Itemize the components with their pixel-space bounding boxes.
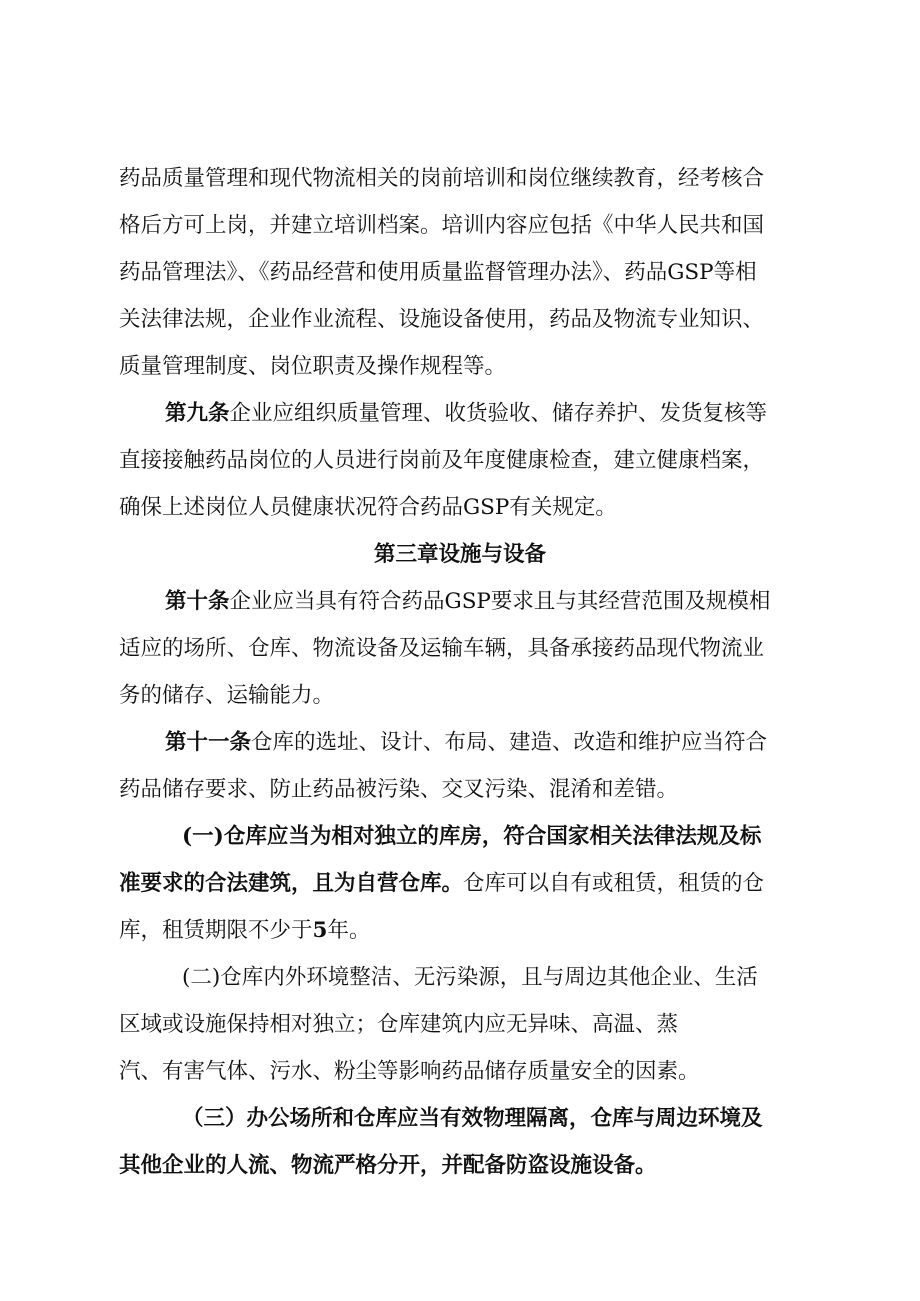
text-span: 5 xyxy=(312,918,328,943)
article-number: 第十一条 xyxy=(165,730,252,755)
text-line xyxy=(119,351,920,383)
text-line xyxy=(119,868,920,900)
text-span: 格后方可上岗，并建立培训档案。培训内容应包括《中华人民共和国 xyxy=(119,213,765,238)
text-line xyxy=(119,257,920,289)
text-span: 汽、有害气体、污水、粉尘等影响药品储存质量安全的因素。 xyxy=(119,1059,700,1084)
text-line xyxy=(119,680,920,712)
text-line xyxy=(119,1150,920,1182)
text-span: 企业应组织质量管理、收货验收、储存养护、发货复核等 xyxy=(229,401,768,426)
chapter-title: 第三章设施与设备 xyxy=(373,542,546,567)
text-line xyxy=(165,586,920,618)
chapter-heading xyxy=(0,539,920,571)
text-line xyxy=(119,163,920,195)
text-span: 确保上述岗位人员健康状况符合药品GSP有关规定。 xyxy=(119,495,617,520)
text-line xyxy=(165,727,920,759)
text-span: 企业应当具有符合药品GSP要求且与其经营范围及规模相 xyxy=(229,589,771,614)
text-span: 质量管理制度、岗位职责及操作规程等。 xyxy=(119,354,507,379)
text-line xyxy=(119,445,920,477)
text-line xyxy=(182,821,920,853)
text-line xyxy=(119,774,920,806)
text-span: 适应的场所、仓库、物流设备及运输车辆，具备承接药品现代物流业 xyxy=(119,636,765,661)
text-span: 药品管理法》、《药品经营和使用质量监督管理办法》、药品GSP等相 xyxy=(119,260,757,285)
text-line xyxy=(119,304,920,336)
text-line xyxy=(165,398,920,430)
text-line xyxy=(182,962,920,994)
text-span: （三）办公场所和仓库应当有效物理隔离，仓库与周边环境及 xyxy=(182,1106,763,1131)
text-span: (二)仓库内外环境整洁、无污染源，且与周边其他企业、生活 xyxy=(182,965,758,990)
article-number: 第九条 xyxy=(165,401,230,426)
text-span: (一)仓库应当为相对独立的库房，符合国家相关法律法规及标 xyxy=(182,824,762,849)
text-span: 关法律法规，企业作业流程、设施设备使用，药品及物流专业知识、 xyxy=(119,307,765,332)
article-number: 第十条 xyxy=(165,589,230,614)
text-line xyxy=(119,1009,920,1041)
text-line xyxy=(119,915,920,947)
text-span: 药品质量管理和现代物流相关的岗前培训和岗位继续教育，经考核合 xyxy=(119,166,765,191)
text-span: 区域或设施保持相对独立；仓库建筑内应无异味、高温、蒸 xyxy=(119,1012,679,1037)
text-span: 其他企业的人流、物流严格分开，并配备防盗设施设备。 xyxy=(119,1153,657,1178)
text-line xyxy=(119,633,920,665)
text-span: 准要求的合法建筑，且为自营仓库。 xyxy=(119,871,464,896)
text-line xyxy=(119,210,920,242)
text-span: 直接接触药品岗位的人员进行岗前及年度健康检查，建立健康档案， xyxy=(119,448,765,473)
text-line xyxy=(119,1056,920,1088)
text-span: 药品储存要求、防止药品被污染、交叉污染、混淆和差错。 xyxy=(119,777,679,802)
text-span: 库，租赁期限不少于 xyxy=(119,918,313,943)
text-span: 务的储存、运输能力。 xyxy=(119,683,335,708)
text-line xyxy=(182,1103,920,1135)
text-span: 仓库可以自有或租赁，租赁的仓 xyxy=(463,871,765,896)
text-line xyxy=(119,492,920,524)
text-span: 仓库的选址、设计、布局、建造、改造和维护应当符合 xyxy=(251,730,768,755)
text-span: 年。 xyxy=(327,918,371,943)
